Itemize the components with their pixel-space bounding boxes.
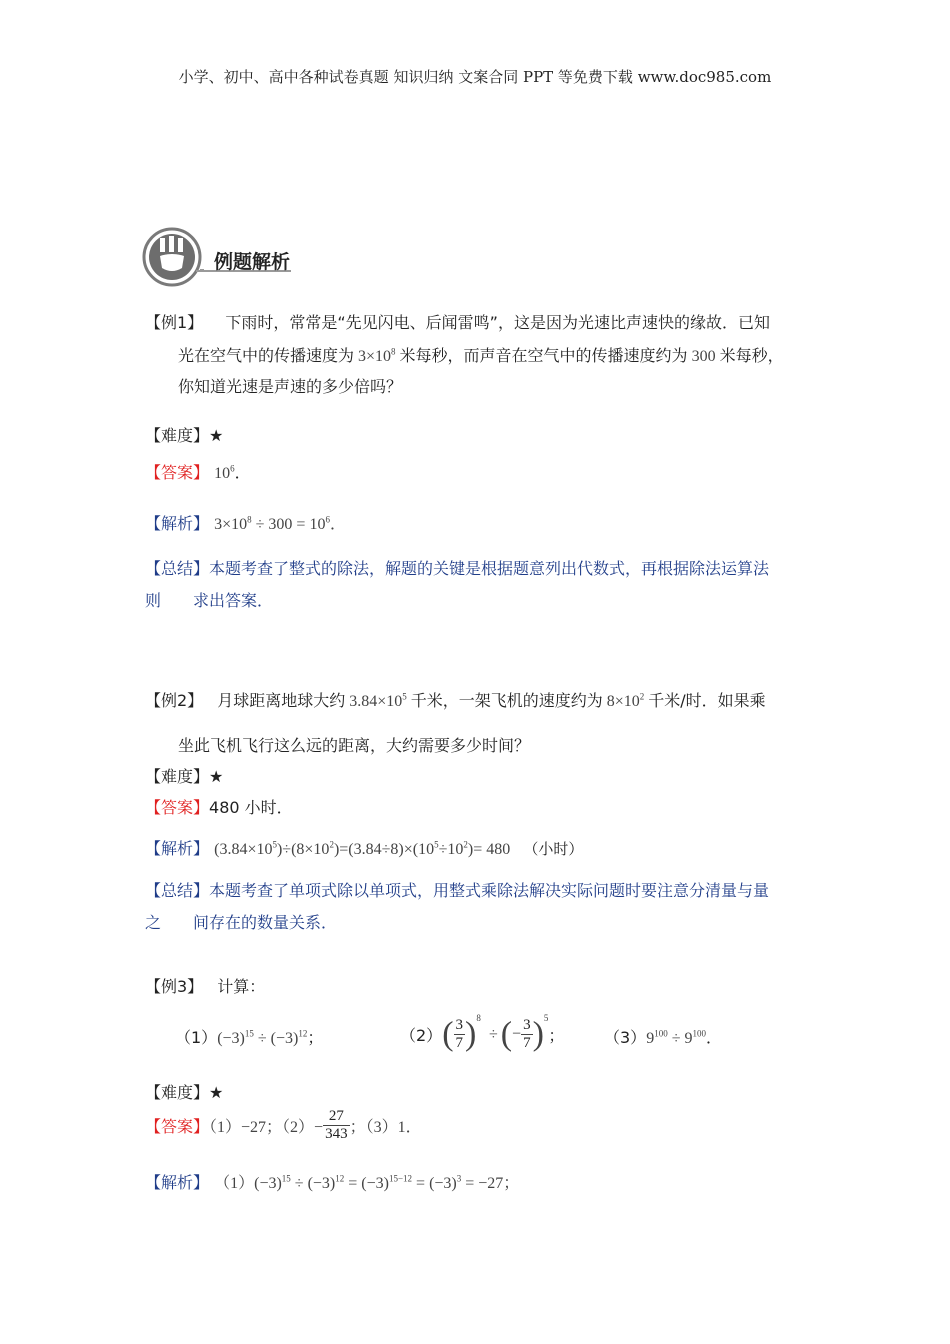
q2-num-a: 3 bbox=[455, 1017, 464, 1033]
q3-end: ． bbox=[705, 1028, 722, 1047]
solution-exp2: 12 bbox=[335, 1173, 345, 1184]
example2-line1 bbox=[145, 688, 766, 711]
difficulty-label: 【难度】 bbox=[145, 426, 210, 445]
answer-num: 27 bbox=[323, 1108, 350, 1126]
solution-rest: ÷ 300 = 10 bbox=[251, 516, 326, 533]
summary-label: 【总结】 bbox=[145, 559, 210, 578]
example1-text2b: 米每秒，而声音在空气中的传播速度约为 bbox=[399, 346, 688, 365]
example1-line2 bbox=[178, 343, 784, 366]
solution-part4: ÷10 bbox=[438, 841, 464, 858]
q2-end: ； bbox=[548, 1026, 565, 1045]
example2-text1c: 千米/时．如果乘 bbox=[648, 691, 766, 710]
summary-text2b: 间存在的数量关系． bbox=[193, 913, 338, 932]
example1-difficulty bbox=[145, 423, 223, 446]
answer-den: 343 bbox=[325, 1126, 348, 1142]
q1-label: （1） bbox=[175, 1028, 218, 1047]
q3-base-a: 9 bbox=[646, 1030, 655, 1047]
light-speed-exp: 8 bbox=[391, 346, 396, 357]
example2-summary-line2 bbox=[145, 910, 337, 933]
q2-exp-a: 8 bbox=[476, 1013, 481, 1023]
sound-speed-value: 300 bbox=[691, 348, 716, 365]
example1-text2a: 光在空气中的传播速度为 bbox=[178, 346, 355, 365]
section-badge-icon bbox=[142, 226, 204, 292]
example1-answer bbox=[145, 460, 251, 483]
q2-fraction-b bbox=[521, 1017, 533, 1052]
answer-exp: 6 bbox=[230, 463, 235, 474]
solution-part2: )÷(8×10 bbox=[276, 841, 330, 858]
example3-answer bbox=[145, 1108, 422, 1143]
solution-unit: （小时） bbox=[523, 840, 584, 858]
answer-label: 【答案】 bbox=[145, 463, 210, 482]
light-speed-value: 3×10 bbox=[358, 348, 392, 365]
q2-num-b: 3 bbox=[523, 1017, 531, 1033]
example2-tag: 【例2】 bbox=[145, 691, 204, 710]
q1-operator: ÷ bbox=[253, 1030, 271, 1047]
speed-value: 8×10 bbox=[606, 693, 640, 710]
answer-fraction bbox=[323, 1108, 350, 1143]
q3-exp-b: 100 bbox=[692, 1028, 706, 1039]
distance-value: 3.84×10 bbox=[349, 693, 403, 710]
example1-solution bbox=[145, 511, 346, 534]
solution-tail: ． bbox=[329, 516, 346, 533]
solution-exp2: 6 bbox=[325, 514, 330, 525]
solution-exp3: 15−12 bbox=[388, 1173, 413, 1184]
summary-text1: 本题考查了整式的除法，解题的关键是根据题意列出代数式，再根据除法运算法 bbox=[209, 559, 770, 578]
q1-exp-a: 15 bbox=[244, 1028, 254, 1039]
star-icon: ★ bbox=[209, 426, 224, 445]
q2-minus: − bbox=[512, 1025, 522, 1043]
example3-q1 bbox=[175, 1025, 323, 1048]
q3-label: （3） bbox=[604, 1028, 647, 1047]
solution-exp: 8 bbox=[247, 514, 252, 525]
solution-exp3: 5 bbox=[434, 839, 439, 850]
q2-den-b: 7 bbox=[523, 1035, 531, 1051]
answer-tail: ． bbox=[234, 463, 251, 482]
example1-line3: 你知道光速是声速的多少倍吗？ bbox=[178, 377, 403, 396]
answer-base: 10 bbox=[214, 465, 231, 482]
example3-tag: 【例3】 bbox=[145, 977, 204, 996]
example3-prompt: 计算： bbox=[217, 977, 266, 996]
star-icon: ★ bbox=[209, 1083, 224, 1102]
q2-exp-b: 5 bbox=[543, 1013, 549, 1023]
difficulty-label: 【难度】 bbox=[145, 767, 210, 786]
answer-text: 480 小时． bbox=[209, 798, 293, 817]
star-icon: ★ bbox=[209, 767, 224, 786]
section-title: 例题解析 bbox=[214, 251, 291, 273]
page-header: 小学、初中、高中各种试卷真题 知识归纳 文案合同 PPT 等免费下载 www.doc985.com bbox=[178, 68, 772, 86]
example2-text1b: 千米，一架飞机的速度约为 bbox=[410, 691, 603, 710]
solution-exp1: 15 bbox=[281, 1173, 291, 1184]
solution-part3: = (−3) bbox=[344, 1175, 389, 1192]
example3-q2: （2）( $\frac{3}{7}$ )$^8$ ÷(− $\frac{3}{7}$ )$^5$； bbox=[400, 1013, 565, 1053]
solution-label: 【解析】 bbox=[145, 1173, 210, 1192]
summary-text2a: 则 bbox=[145, 591, 162, 610]
example1-summary-line2 bbox=[145, 588, 273, 611]
example2-text1a: 月球距离地球大约 bbox=[217, 691, 346, 710]
speed-exp: 2 bbox=[639, 691, 645, 702]
solution-exp4: 3 bbox=[456, 1173, 462, 1184]
example3-line1 bbox=[145, 974, 265, 997]
example2-line2: 坐此飞机飞行这么远的距离，大约需要多少时间？ bbox=[178, 736, 531, 755]
solution-part5: = −27； bbox=[461, 1175, 520, 1192]
distance-exp: 5 bbox=[402, 691, 407, 702]
q3-operator: ÷ bbox=[667, 1030, 685, 1047]
summary-text2a: 之 bbox=[145, 913, 162, 932]
solution-part4: = (−3) bbox=[412, 1175, 457, 1192]
solution-part3: )=(3.84÷8)×(10 bbox=[333, 841, 435, 858]
difficulty-label: 【难度】 bbox=[145, 1083, 210, 1102]
q2-label: （2） bbox=[400, 1026, 443, 1045]
q1-base-b: (−3) bbox=[270, 1030, 299, 1047]
solution-exp2: 2 bbox=[329, 839, 334, 850]
answer-label: 【答案】 bbox=[145, 798, 210, 817]
solution-term: 3×10 bbox=[214, 516, 248, 533]
solution-exp1: 5 bbox=[272, 839, 277, 850]
q2-operator: ÷ bbox=[488, 1025, 498, 1043]
example2-answer bbox=[145, 795, 293, 818]
q2-fraction-a bbox=[454, 1017, 466, 1052]
example1-text1: 下雨时，常常是“先见闪电、后闻雷鸣”，这是因为光速比声速快的缘故．已知 bbox=[225, 313, 770, 332]
q1-exp-b: 12 bbox=[298, 1028, 308, 1039]
example3-difficulty bbox=[145, 1080, 223, 1103]
solution-exp4: 2 bbox=[463, 839, 468, 850]
solution-label: 【解析】 bbox=[145, 839, 210, 858]
solution-part2: ÷ (−3) bbox=[290, 1175, 336, 1192]
q1-base-a: (−3) bbox=[217, 1030, 245, 1047]
example2-solution bbox=[145, 836, 583, 859]
example1-tag: 【例1】 bbox=[145, 313, 204, 332]
solution-part1: (3.84×10 bbox=[214, 841, 273, 858]
example2-difficulty bbox=[145, 764, 223, 787]
example2-summary bbox=[145, 878, 769, 901]
example1-text2c: 米每秒， bbox=[719, 346, 784, 365]
q3-base-b: 9 bbox=[684, 1030, 693, 1047]
summary-text1: 本题考查了单项式除以单项式，用整式乘除法解决实际问题时要注意分清量与量 bbox=[209, 881, 770, 900]
answer-part3: ；（3）1． bbox=[349, 1119, 422, 1136]
answer-label: 【答案】 bbox=[145, 1117, 210, 1136]
example1-line1 bbox=[145, 310, 770, 333]
example3-q3 bbox=[604, 1025, 722, 1048]
example1-summary bbox=[145, 556, 769, 579]
solution-part1: （1）(−3) bbox=[214, 1175, 282, 1192]
answer-part1: （1）−27；（2）− bbox=[209, 1119, 324, 1136]
solution-label: 【解析】 bbox=[145, 514, 210, 533]
summary-text2b: 求出答案． bbox=[193, 591, 274, 610]
q3-exp-a: 100 bbox=[654, 1028, 668, 1039]
summary-label: 【总结】 bbox=[145, 881, 210, 900]
q1-end: ； bbox=[307, 1028, 324, 1047]
example3-solution bbox=[145, 1170, 519, 1193]
solution-part5: )= 480 bbox=[467, 841, 511, 858]
q2-den-a: 7 bbox=[455, 1035, 464, 1051]
